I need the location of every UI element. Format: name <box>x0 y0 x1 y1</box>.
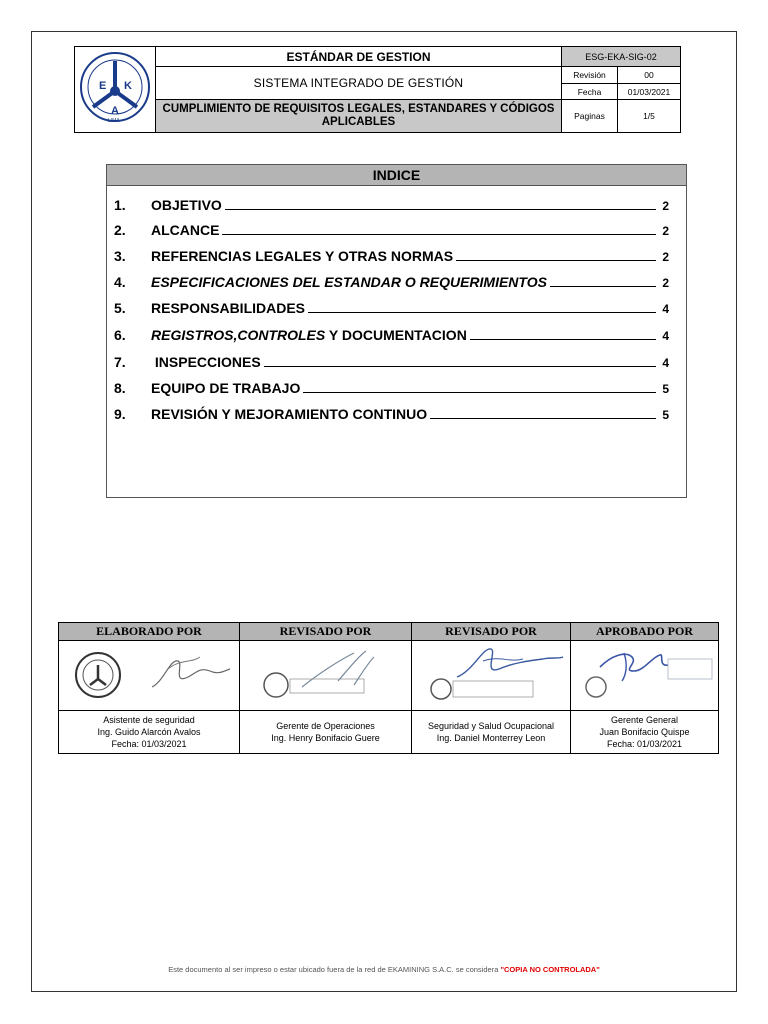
signer-name: Juan Bonifacio Quispe <box>599 727 690 737</box>
index-number: 9. <box>114 406 126 422</box>
index-page: 2 <box>662 224 669 238</box>
index-number: 1. <box>114 197 126 213</box>
leader-line <box>225 208 656 210</box>
index-label: OBJETIVO <box>151 197 222 213</box>
index-label <box>151 327 467 343</box>
index-item <box>114 195 669 213</box>
index-label: ALCANCE <box>151 222 220 238</box>
index-page: 5 <box>662 408 669 422</box>
index-label: RESPONSABILIDADES <box>151 300 306 316</box>
index-number: 7. <box>114 354 126 370</box>
uncontrolled-copy-label: "COPIA NO CONTROLADA" <box>500 965 600 974</box>
index-page: 2 <box>662 199 669 213</box>
index-item <box>114 272 669 290</box>
index-item <box>114 246 669 264</box>
index-label: ESPECIFICACIONES DEL ESTANDAR O REQUERIMIENTOS <box>151 274 547 290</box>
pages-value: 1/5 <box>618 100 681 133</box>
document-code: ESG-EKA-SIG-02 <box>562 47 681 67</box>
revision-label: Revisión <box>562 67 618 84</box>
index-page: 4 <box>662 302 669 316</box>
signer-name: Ing. Henry Bonifacio Guere <box>271 733 380 743</box>
signer-role: Asistente de seguridad <box>103 715 195 725</box>
index-number: 6. <box>114 327 126 343</box>
document-header <box>74 46 681 133</box>
approved-by-header: APROBADO POR <box>571 623 719 641</box>
svg-text:A: A <box>111 105 119 117</box>
signature-cell <box>240 641 412 711</box>
approved-by-info <box>571 711 719 754</box>
signer-role: Seguridad y Salud Ocupacional <box>427 721 555 731</box>
prepared-by-info <box>59 711 240 754</box>
index-item <box>114 298 669 316</box>
index-label: REVISIÓN Y MEJORAMIENTO CONTINUO <box>151 406 428 422</box>
signature-stamp-icon <box>60 641 238 705</box>
index-item <box>114 378 669 396</box>
pages-label: Paginas <box>562 100 618 133</box>
leader-line <box>303 391 656 393</box>
standard-title: ESTÁNDAR DE GESTION <box>156 47 562 67</box>
leader-line <box>456 259 656 261</box>
index-page: 2 <box>662 250 669 264</box>
index-title: INDICE <box>107 165 686 186</box>
prepared-by-header: ELABORADO POR <box>59 623 240 641</box>
signature-stamp-icon <box>242 641 410 705</box>
index-page: 4 <box>662 356 669 370</box>
date-label: Fecha <box>562 84 618 100</box>
index-page: 5 <box>662 382 669 396</box>
reviewed-by-header: REVISADO POR <box>412 623 571 641</box>
signature-cell <box>571 641 719 711</box>
revision-value: 00 <box>618 67 681 84</box>
index-item <box>114 325 669 343</box>
signature-stamp-icon <box>413 641 569 705</box>
index-label-italic: REGISTROS,CONTROLES <box>151 327 326 343</box>
leader-line <box>308 311 656 313</box>
footer-text: Este documento al ser impreso o estar ubicado fuera de la red de EKAMINING S.A.C. se considera <box>168 965 501 974</box>
signer-name: Ing. Guido Alarcón Avalos <box>97 727 201 737</box>
svg-text:E: E <box>99 80 107 92</box>
index-number: 2. <box>114 222 126 238</box>
index-number: 5. <box>114 300 126 316</box>
date-value: 01/03/2021 <box>618 84 681 100</box>
leader-line <box>222 233 656 235</box>
eka-logo-icon <box>77 47 153 127</box>
index-label: REFERENCIAS LEGALES Y OTRAS NORMAS <box>151 248 454 264</box>
footer-note <box>0 965 768 974</box>
approval-table <box>58 622 719 754</box>
company-logo <box>75 47 156 133</box>
signer-date: Fecha: 01/03/2021 <box>111 739 187 749</box>
index-label: EQUIPO DE TRABAJO <box>151 380 301 396</box>
signature-cell <box>59 641 240 711</box>
signature-stamp-icon <box>572 641 718 705</box>
leader-line <box>550 285 656 287</box>
leader-line <box>264 365 656 367</box>
reviewed-by-info <box>240 711 412 754</box>
svg-text:LIMA: LIMA <box>108 118 120 124</box>
index-item <box>114 220 669 238</box>
document-title: CUMPLIMIENTO DE REQUISITOS LEGALES, ESTANDARES Y CÓDIGOS APLICABLES <box>156 100 562 133</box>
signer-role: Gerente de Operaciones <box>276 721 375 731</box>
leader-line <box>430 417 656 419</box>
index-number: 8. <box>114 380 126 396</box>
reviewed-by-header: REVISADO POR <box>240 623 412 641</box>
index-number: 3. <box>114 248 126 264</box>
index-page: 2 <box>662 276 669 290</box>
svg-text:K: K <box>124 80 132 92</box>
signer-role: Gerente General <box>610 715 679 725</box>
index-item <box>114 352 669 370</box>
index-number: 4. <box>114 274 126 290</box>
index-page: 4 <box>662 329 669 343</box>
index-box <box>106 164 687 498</box>
index-label: INSPECCIONES <box>151 354 261 370</box>
system-title: SISTEMA INTEGRADO DE GESTIÓN <box>156 67 562 100</box>
signer-date: Fecha: 01/03/2021 <box>606 739 683 749</box>
index-label-rest: Y DOCUMENTACION <box>325 327 467 343</box>
signer-name: Ing. Daniel Monterrey Leon <box>436 733 546 743</box>
leader-line <box>470 338 656 340</box>
index-item <box>114 404 669 422</box>
signature-cell <box>412 641 571 711</box>
reviewed-by-info <box>412 711 571 754</box>
